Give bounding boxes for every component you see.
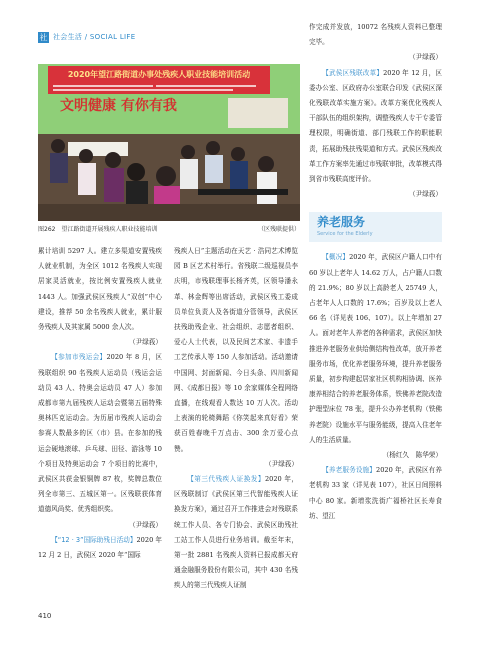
author-signature: （尹绿莪） bbox=[129, 338, 162, 347]
author-signature: （尹绿莪） bbox=[265, 459, 298, 468]
paragraph-text: 2020 年，区残联制订《武侯区第三代智能残疾人证换发方案》，通过召开工作推进会对残联系统工作人员、各专门协会、武侯区助残社工站工作人员进行业务培训。截至年末，第一批 2881 名残疾人资料已报成都天府通金融服务股份有限公司，其中 430 名残疾人的第三代残疾人证制 bbox=[174, 475, 298, 590]
photo-caption bbox=[38, 224, 300, 233]
section-name: 社会生活 / SOCIAL LIFE bbox=[53, 33, 136, 41]
section-subtitle: Service for the Elderly bbox=[317, 231, 373, 238]
entry-tag: 【武侯区残联改革】 bbox=[322, 68, 384, 77]
training-photo bbox=[38, 64, 300, 221]
author-signature: （尹绿莪） bbox=[409, 190, 442, 199]
paragraph bbox=[309, 250, 442, 448]
paragraph-text: 2020 年 8 月，区残联组织 90 名残疾人运动员（残运会运动员 43 人、特奥会运动员 47 人）参加成都市第九届残疾人运动会暨第五届特殊奥林匹克运动会。为历届市残疾人运动会参赛人数最多的区（市）县。在参加的残运会硬地滚球、乒乓球、田径、游泳等 10 个项目及特奥运动会 7 个项目的比赛中，武侯区共获金银铜牌 87 枚，奖牌总数位列全市第三、五城区第一。区残联获体育道德风尚奖、优秀组织奖。 bbox=[38, 353, 163, 514]
photo-slogan: 文明健康 有你有我 bbox=[60, 98, 177, 114]
photo-banner-text: 2020年望江路街道办事处残疾人职业技能培训活动 bbox=[67, 70, 251, 79]
paragraph: 残疾人日”主题活动在天艺 · 浩同艺术博览园 B 区艺术村举行。省残联二级巡视员李庆明，市残联理事长杨齐英，区领导潘永革、林金辉等出席活动，武侯区残工委成员单位负责人及各街道分管领导，武侯区扶残助残企业、社会组织、志愿者组织、爱心人士代表，以及民间艺术家、非遗手工艺传承人等 150 人参加活动。活动邀请中国网、封面新闻、今日头条、四川新闻网、《成都日报》等 10 余家媒体全程网络直播，在线观看人数达 10 万人次。活动上表演的轮椅舞蹈《你笑起来真好看》荣获百姓春晚千万点击、300 余万爱心点赞。 bbox=[174, 247, 298, 453]
section-title: 养老服务 bbox=[317, 215, 366, 230]
caption-credit: （区残联提供） bbox=[257, 226, 300, 233]
paragraph bbox=[174, 472, 298, 594]
page-number: 410 bbox=[38, 612, 52, 620]
paragraph-text: 2020 年 12 月，区委办公室、区政府办公室联合印发《武侯区深化残联改革实施方案》。改革方案优化残疾人干部队伍的组织架构，调整残疾人专干专委管理权限，明确街道、部门残联工作的职能职责，拓展助残扶残渠道和方式。武侯区残疾改革工作方案率先通过市残联审批，改革模式得到省市残联高度评价。 bbox=[309, 68, 442, 184]
paragraph bbox=[38, 533, 162, 563]
author-signature: （杨红久 陈华荣） bbox=[382, 451, 442, 460]
section-icon: 社 bbox=[39, 32, 48, 42]
entry-tag: 【参加市残运会】 bbox=[51, 353, 107, 362]
author-signature: （尹绿莪） bbox=[129, 520, 162, 529]
paragraph: 作完成并发放，10072 名残疾人资料已整理完毕。 bbox=[309, 23, 442, 47]
paragraph bbox=[309, 463, 442, 524]
paragraph-text: 2020 年，武侯区户籍人口中有 60 岁以上老年人 14.62 万人，占户籍人口数的 21.9%；80 岁以上高龄老人 25749 人，占老年人人口数的 17.6%；百岁及以上老人 66 名（详见表 106、107）。以上年增加 27 人。面对老年人养老的各种需求，武侯区加快推进养老服务业供给侧结构性改革，放开养老服务市场，优化养老服务环境，提升养老服务质量，初步构建起居家社区机构相协调、医养康养相结合的养老服务体系，铁佛养老院改造护理型床位 78 张，提升公办养老机构（铁佛养老院）设施水平与服务能级，提高入住老年人的生活质量。 bbox=[309, 253, 442, 444]
paragraph: 累计培训 5297 人。建立多渠道安置残疾人就业机制，为全区 1012 名残疾人实现居家灵活就业，按比例安置残疾人就业 1443 人。加强武侯区残疾人“双创”中心建设，推荐 50 余名残疾人就业，累计服务残疾人及其家属 5000 余人次。 bbox=[38, 247, 162, 332]
paragraph bbox=[309, 66, 442, 188]
paragraph bbox=[38, 350, 162, 517]
paragraph-text: 2020 年 12 月 2 日，武侯区 2020 年“国际 bbox=[38, 535, 162, 560]
author-signature: （尹绿莪） bbox=[409, 53, 442, 62]
text-column-3 bbox=[309, 20, 442, 524]
entry-tag: 【“12 · 3”国际助残日活动】 bbox=[51, 535, 137, 544]
entry-tag: 【第三代残疾人证换发】 bbox=[187, 475, 265, 484]
text-column-2 bbox=[174, 244, 298, 594]
entry-tag: 【概况】 bbox=[322, 253, 350, 262]
section-heading bbox=[309, 212, 442, 242]
entry-tag: 【养老服务设施】 bbox=[322, 466, 377, 475]
caption-text: 图262 望江路街道开展残疾人职业技能培训 bbox=[38, 226, 158, 233]
text-column-1 bbox=[38, 244, 162, 563]
page-header bbox=[38, 30, 135, 44]
paragraph-text: 2020 年，武侯区有养老机构 33 家（详见表 107），社区日间照料中心 80 家。新增浆洗街广福桥社区长寿食坊、望江 bbox=[309, 466, 442, 520]
